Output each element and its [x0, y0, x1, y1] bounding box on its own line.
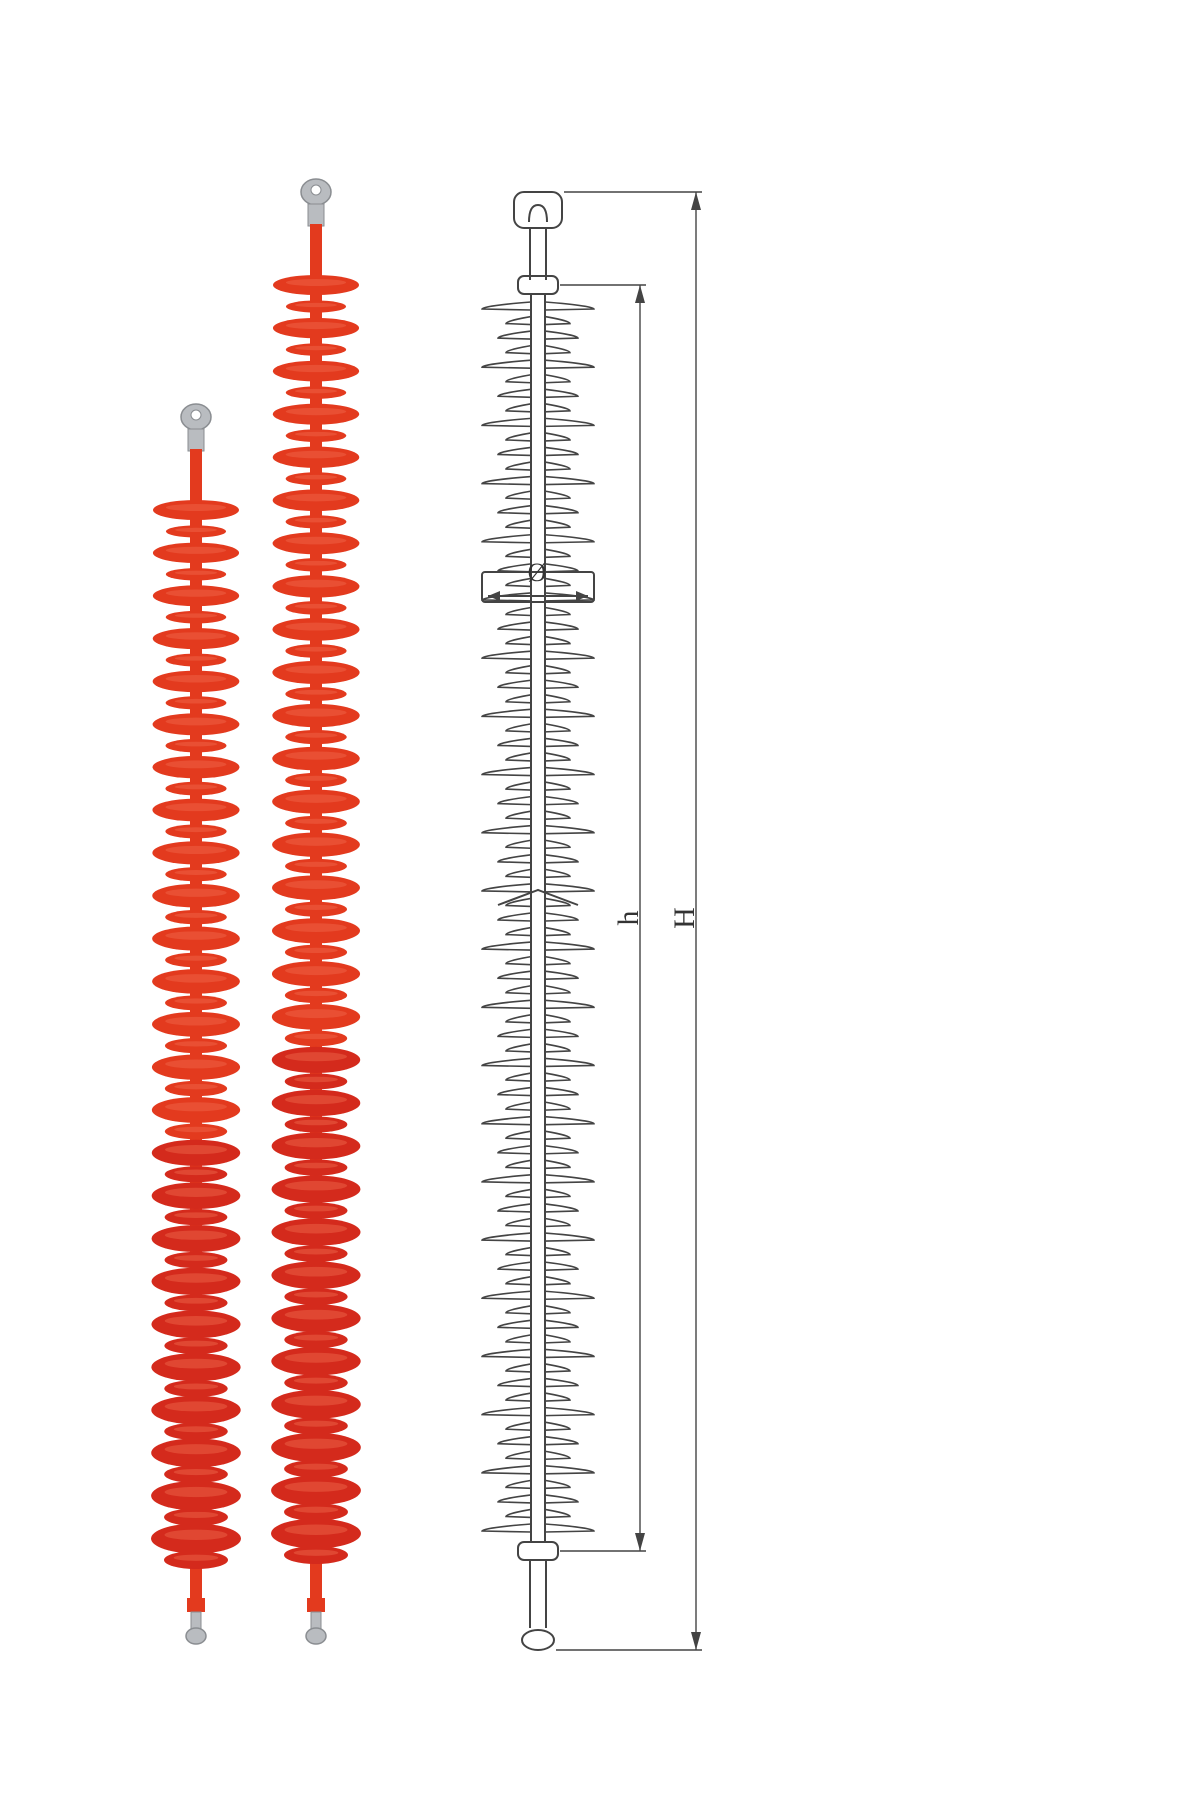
shed-outline: [506, 317, 570, 325]
shed-outline: [482, 1408, 594, 1416]
shed-outline: [506, 1422, 570, 1430]
shed-highlight: [174, 1170, 218, 1176]
top-fitting-eye: [191, 410, 201, 420]
shed-highlight: [166, 504, 226, 511]
shed-outline: [506, 433, 570, 441]
diameter-label: Ø: [527, 558, 547, 587]
shed-outline: [506, 1015, 570, 1023]
shed-highlight: [295, 604, 338, 609]
shed-outline: [506, 666, 570, 674]
shed-outline: [506, 1073, 570, 1081]
shed-outline: [482, 1349, 594, 1357]
shed-highlight: [294, 1292, 338, 1298]
shed-highlight: [175, 699, 218, 704]
shed-outline: [498, 1146, 578, 1154]
shed-highlight: [165, 1102, 227, 1111]
shed-highlight: [165, 974, 226, 983]
bottom-collar: [518, 1542, 558, 1560]
shed-outline: [482, 709, 594, 717]
shed-highlight: [294, 1206, 338, 1212]
shed-highlight: [166, 803, 227, 811]
shed-highlight: [165, 1487, 228, 1497]
shed-highlight: [286, 451, 347, 458]
shed-highlight: [165, 1017, 227, 1026]
top-end-fitting-eye: [529, 205, 547, 222]
shed-highlight: [295, 561, 338, 566]
shed-highlight: [285, 1439, 348, 1449]
shed-outline: [482, 1233, 594, 1241]
shed-highlight: [285, 1224, 347, 1234]
shed-outline: [506, 1364, 570, 1372]
shed-highlight: [175, 827, 218, 832]
shed-outline: [482, 1175, 594, 1183]
shed-highlight: [294, 776, 337, 781]
shed-outline: [506, 1393, 570, 1401]
shed-highlight: [174, 1341, 218, 1347]
shed-highlight: [174, 1512, 219, 1518]
shed-highlight: [295, 389, 337, 393]
shed-outline: [506, 1044, 570, 1052]
shed-outline: [498, 622, 578, 630]
shed-highlight: [285, 880, 347, 889]
shed-highlight: [285, 666, 346, 674]
shed-highlight: [174, 1127, 218, 1132]
shed-outline: [506, 869, 570, 877]
shed-highlight: [285, 837, 346, 846]
shed-highlight: [286, 494, 347, 502]
shed-highlight: [165, 1273, 227, 1283]
shed-highlight: [294, 905, 337, 910]
shed-highlight: [165, 1359, 227, 1369]
shed-highlight: [175, 784, 218, 789]
shed-highlight: [165, 889, 226, 897]
shed-highlight: [294, 1507, 339, 1513]
shed-highlight: [295, 518, 338, 523]
shed-outline: [506, 404, 570, 412]
shed-highlight: [286, 365, 346, 372]
shed-outline: [506, 1451, 570, 1459]
shed-highlight: [165, 1060, 227, 1069]
shed-outline: [506, 1480, 570, 1488]
shed-outline: [506, 1277, 570, 1285]
shed-outline: [482, 826, 594, 834]
shed-highlight: [295, 690, 338, 695]
shed-highlight: [294, 1249, 338, 1255]
shed-outline: [498, 738, 578, 746]
shed-highlight: [295, 733, 338, 738]
shed-highlight: [285, 1482, 348, 1492]
shed-highlight: [175, 870, 218, 875]
bottom-end-ball: [522, 1630, 554, 1650]
shed-highlight: [285, 1310, 347, 1320]
shed-highlight: [285, 1181, 347, 1190]
shed-highlight: [294, 1464, 339, 1470]
shed-highlight: [174, 1041, 217, 1046]
shed-highlight: [294, 1335, 338, 1341]
shed-outline: [506, 811, 570, 819]
shed-outline: [506, 520, 570, 528]
bottom-fitting-ball: [306, 1628, 326, 1644]
shed-outline: [506, 1509, 570, 1517]
shed-highlight: [294, 1550, 339, 1556]
shed-highlight: [285, 1525, 348, 1535]
shed-highlight: [174, 1469, 219, 1475]
shed-outline: [506, 695, 570, 703]
shed-highlight: [165, 1230, 227, 1239]
shed-highlight: [166, 675, 227, 683]
shed-highlight: [285, 1396, 348, 1406]
shed-outline: [498, 971, 578, 979]
shed-highlight: [165, 846, 226, 854]
shed-highlight: [166, 547, 226, 554]
shed-outline: [498, 1379, 578, 1387]
shed-outline: [482, 1466, 594, 1474]
shed-highlight: [165, 1530, 228, 1540]
shed-highlight: [174, 1084, 218, 1089]
shed-outline: [506, 549, 570, 557]
shed-outline: [482, 535, 594, 543]
bottom-collar: [307, 1598, 325, 1612]
shed-outline: [498, 1495, 578, 1503]
shed-outline: [506, 608, 570, 616]
shed-highlight: [285, 751, 346, 759]
shed-outline: [498, 1437, 578, 1445]
shed-highlight: [295, 647, 338, 652]
shed-highlight: [175, 613, 217, 617]
shed-outline: [506, 782, 570, 790]
shed-highlight: [175, 571, 217, 575]
shed-outline: [506, 1160, 570, 1168]
shed-highlight: [286, 322, 346, 329]
shed-outline: [498, 506, 578, 514]
shed-highlight: [286, 623, 347, 631]
shed-highlight: [294, 1077, 338, 1083]
shed-outline: [506, 1306, 570, 1314]
section-height-label: h: [612, 910, 645, 926]
shed-highlight: [294, 1378, 338, 1384]
shed-outline: [498, 855, 578, 863]
shed-highlight: [295, 432, 337, 436]
shed-highlight: [174, 913, 217, 918]
shed-highlight: [285, 1009, 347, 1018]
shed-highlight: [285, 1095, 347, 1104]
top-fitting-neck: [308, 204, 324, 226]
shed-highlight: [286, 580, 347, 588]
top-collar: [518, 276, 558, 294]
shed-outline: [498, 447, 578, 455]
shed-highlight: [174, 1383, 218, 1389]
shed-highlight: [285, 1353, 348, 1363]
insulator-long: [271, 179, 361, 1644]
shed-outline: [506, 491, 570, 499]
shed-outline: [482, 1291, 594, 1299]
shed-highlight: [286, 537, 347, 545]
shed-highlight: [165, 931, 226, 939]
shed-outline: [482, 302, 594, 310]
shed-outline: [482, 1000, 594, 1008]
insulator-photo: [151, 179, 361, 1644]
shed-highlight: [285, 923, 347, 932]
shed-highlight: [285, 794, 346, 802]
shed-outline: [482, 360, 594, 368]
shed-outline: [482, 1524, 594, 1532]
bottom-fitting-ball: [186, 1628, 206, 1644]
shed-outline: [498, 1088, 578, 1096]
shed-highlight: [165, 1401, 228, 1411]
top-fitting-neck: [188, 429, 204, 451]
shed-highlight: [174, 1426, 218, 1432]
shed-outline: [506, 928, 570, 936]
top-fitting-eye: [311, 185, 321, 195]
shed-outline: [498, 331, 578, 339]
shed-highlight: [175, 742, 218, 747]
shed-highlight: [166, 718, 227, 726]
shed-outline: [506, 753, 570, 761]
shed-outline: [482, 1058, 594, 1066]
shed-highlight: [295, 475, 337, 480]
shed-outline: [506, 462, 570, 470]
shed-outline: [498, 680, 578, 688]
shed-highlight: [174, 1555, 219, 1561]
shed-highlight: [285, 708, 346, 716]
shed-outline: [482, 418, 594, 426]
shed-outline: [506, 1219, 570, 1227]
shed-outline: [506, 375, 570, 383]
shed-highlight: [166, 760, 227, 768]
shed-outline: [498, 1320, 578, 1328]
shed-highlight: [174, 998, 217, 1003]
shed-highlight: [174, 1212, 218, 1218]
shed-outline: [498, 1029, 578, 1037]
shed-outline: [506, 637, 570, 645]
shed-outline: [506, 1189, 570, 1197]
shed-highlight: [295, 346, 337, 350]
shed-outline: [482, 477, 594, 485]
shed-highlight: [286, 408, 346, 415]
shed-outline: [482, 1117, 594, 1125]
shed-highlight: [174, 956, 217, 961]
shed-highlight: [285, 1052, 347, 1061]
shed-highlight: [294, 1034, 338, 1039]
shed-outline: [506, 1248, 570, 1256]
shed-highlight: [294, 819, 337, 824]
bottom-collar: [187, 1598, 205, 1612]
shed-outline: [506, 1131, 570, 1139]
shed-highlight: [165, 1444, 228, 1454]
shed-highlight: [294, 862, 337, 867]
shed-outline: [506, 957, 570, 965]
shed-highlight: [166, 632, 227, 639]
shed-highlight: [174, 1298, 218, 1304]
shed-outline: [498, 913, 578, 921]
shed-outline: [498, 797, 578, 805]
shed-highlight: [294, 1120, 338, 1126]
shed-outline: [498, 1262, 578, 1270]
top-end-fitting: [514, 192, 562, 228]
shed-highlight: [165, 1188, 227, 1197]
shed-highlight: [175, 528, 217, 532]
shed-highlight: [174, 1255, 218, 1261]
total-height-label: H: [668, 907, 701, 929]
shed-highlight: [285, 1267, 347, 1277]
shed-outline: [482, 651, 594, 659]
shed-highlight: [294, 991, 338, 996]
shed-outline: [506, 724, 570, 732]
shed-outline: [498, 389, 578, 397]
shed-outline: [506, 346, 570, 354]
insulator-short: [151, 404, 241, 1644]
shed-outline: [506, 840, 570, 848]
shed-outline: [506, 1102, 570, 1110]
shed-highlight: [294, 1421, 339, 1427]
shed-highlight: [285, 1138, 347, 1147]
shed-highlight: [165, 1316, 227, 1326]
shed-highlight: [294, 1163, 338, 1169]
shed-outline: [482, 942, 594, 950]
shed-highlight: [285, 966, 347, 975]
shed-outline: [506, 1335, 570, 1343]
shed-highlight: [294, 948, 337, 953]
shed-highlight: [295, 303, 337, 307]
shed-outline: [482, 768, 594, 776]
shed-highlight: [175, 656, 217, 661]
shed-highlight: [165, 1145, 227, 1154]
shed-outline: [506, 898, 570, 906]
shed-outline: [506, 986, 570, 994]
shed-outline: [498, 1204, 578, 1212]
shed-highlight: [166, 589, 226, 596]
shed-highlight: [286, 279, 346, 286]
